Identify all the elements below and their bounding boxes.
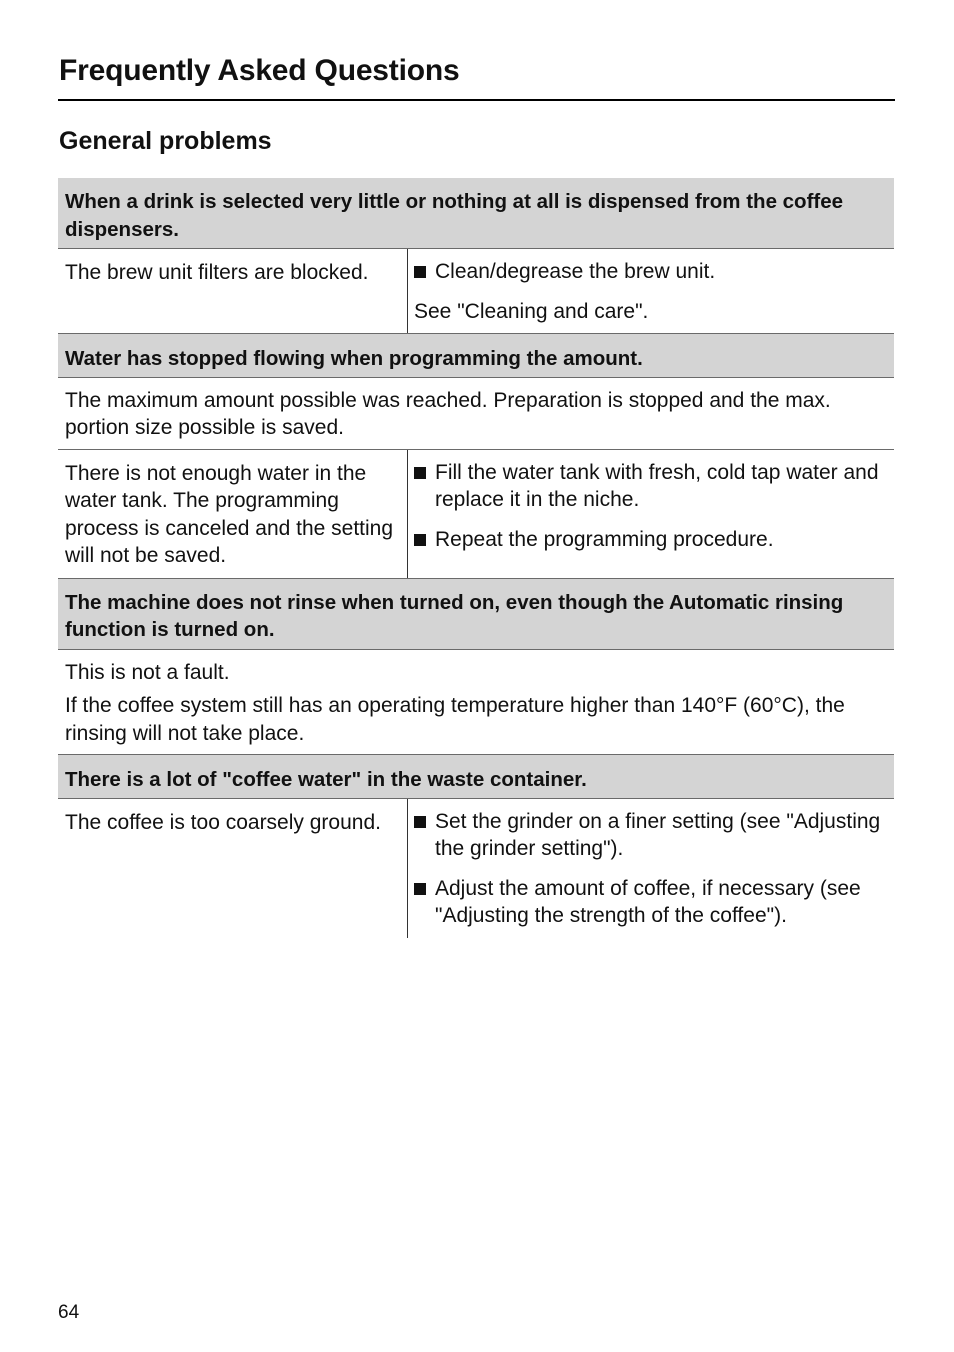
remedy-item [414, 875, 886, 930]
bullet-square-icon [414, 816, 426, 828]
cause-remedy-row [58, 799, 894, 938]
remedy-text: Set the grinder on a finer setting (see "Adjusting the grinder setting"). [435, 809, 881, 860]
faq-table [58, 178, 894, 938]
info-cell [58, 378, 894, 450]
page-number: 64 [58, 1302, 80, 1323]
question-header: The machine does not rinse when turned on, even though the Automatic rinsing function is turned on. [58, 579, 894, 650]
title-divider [58, 99, 895, 101]
remedy-text: Repeat the programming procedure. [435, 527, 774, 551]
bullet-square-icon [414, 534, 426, 546]
page-title: Frequently Asked Questions [59, 54, 460, 87]
cause-cell: The coffee is too coarsely ground. [58, 799, 408, 938]
question-header: When a drink is selected very little or nothing at all is dispensed from the coffee dispensers. [58, 178, 894, 249]
info-text: This is not a fault. [65, 660, 230, 684]
bullet-square-icon [414, 266, 426, 278]
remedy-item [414, 258, 886, 286]
section-title: General problems [59, 127, 272, 155]
remedy-note: See "Cleaning and care". [414, 299, 649, 323]
remedy-item [414, 459, 886, 514]
bullet-square-icon [414, 883, 426, 895]
remedy-cell [408, 450, 894, 578]
remedy-text: Clean/degrease the brew unit. [435, 260, 716, 283]
remedy-item [414, 808, 886, 863]
info-text: If the coffee system still has an operating temperature higher than 140°F (60°C), the rinsing will not take place. [65, 694, 845, 745]
remedy-cell [408, 249, 894, 333]
info-cell [58, 650, 894, 756]
question-header: There is a lot of "coffee water" in the waste container. [58, 755, 894, 799]
remedy-text: Adjust the amount of coffee, if necessary (see "Adjusting the strength of the coffee"). [435, 876, 861, 927]
question-header: Water has stopped flowing when programming the amount. [58, 334, 894, 378]
cause-remedy-row [58, 450, 894, 579]
cause-cell: The brew unit filters are blocked. [58, 249, 408, 333]
remedy-text: Fill the water tank with fresh, cold tap water and replace it in the niche. [435, 460, 879, 511]
remedy-cell [408, 799, 894, 938]
bullet-square-icon [414, 467, 426, 479]
cause-remedy-row [58, 249, 894, 334]
remedy-item [414, 526, 886, 554]
info-text: The maximum amount possible was reached. Preparation is stopped and the max. portion size possible is saved. [65, 388, 831, 439]
cause-cell: There is not enough water in the water tank. The programming process is canceled and the setting will not be saved. [58, 450, 408, 578]
